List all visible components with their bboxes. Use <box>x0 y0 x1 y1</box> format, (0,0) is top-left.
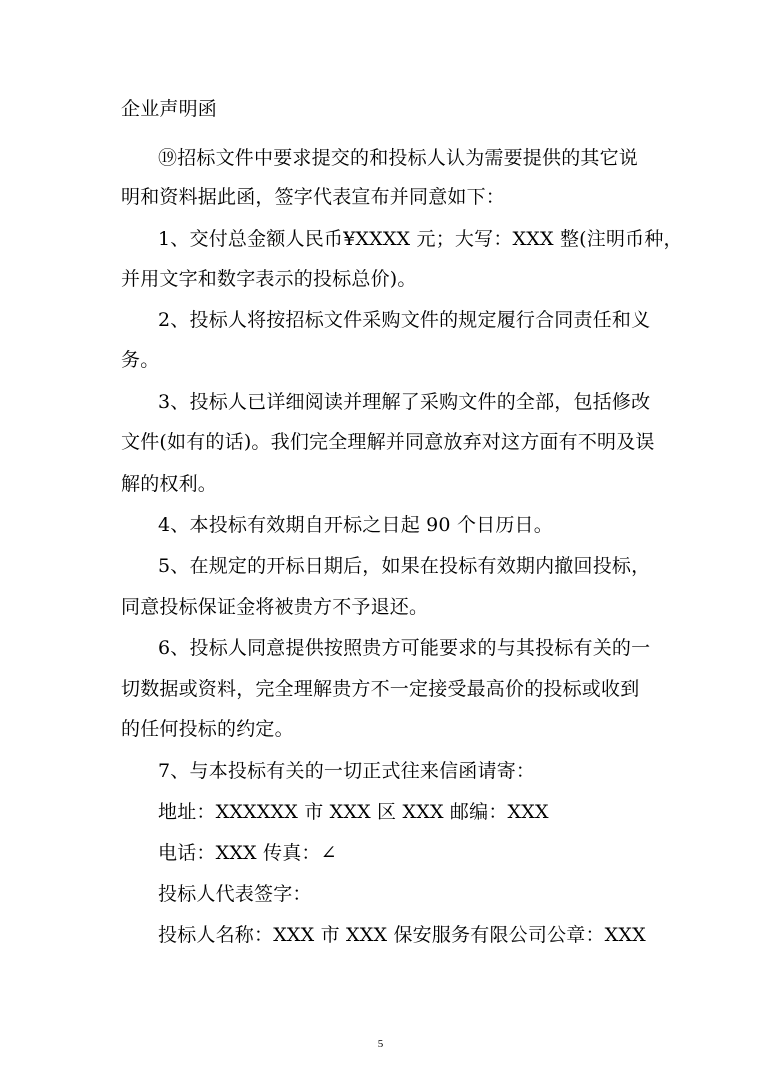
text-line: ⑲招标文件中要求提交的和投标人认为需要提供的其它说 <box>158 147 639 169</box>
text-line: 投标人代表签字： <box>158 883 312 905</box>
text-line: 5、在规定的开标日期后，如果在投标有效期内撤回投标， <box>158 555 651 577</box>
text-line: 投标人名称：XXX 市 XXX 保安服务有限公司公章：XXX <box>158 924 646 946</box>
text-line: 4、本投标有效期自开标之日起 90 个日历日。 <box>158 514 553 536</box>
text-line: 6、投标人同意提供按照贵方可能要求的与其投标有关的一 <box>158 637 651 659</box>
text-line: 2、投标人将按招标文件采购文件的规定履行合同责任和义 <box>158 309 651 331</box>
text-line: 文件(如有的话)。我们完全理解并同意放弃对这方面有不明及误 <box>121 431 655 453</box>
text-line: 3、投标人已详细阅读并理解了采购文件的全部，包括修改 <box>158 391 651 413</box>
text-line: 同意投标保证金将被贵方不予退还。 <box>121 596 429 618</box>
text-line: 解的权利。 <box>121 473 218 495</box>
text-line: 7、与本投标有关的一切正式往来信函请寄： <box>158 760 536 782</box>
text-line: 切数据或资料，完全理解贵方不一定接受最高价的投标或收到 <box>121 678 640 700</box>
text-line: 电话：XXX 传真：∠ <box>158 842 337 864</box>
text-line: 的任何投标的约定。 <box>121 718 294 740</box>
text-line: 并用文字和数字表示的投标总价)。 <box>121 268 417 290</box>
page-number: 5 <box>377 1038 384 1050</box>
text-line: 务。 <box>121 349 160 371</box>
text-line: 1、交付总金额人民币¥XXXX 元；大写：XXX 整(注明币种， <box>158 228 683 250</box>
document-heading: 企业声明函 <box>121 98 218 120</box>
text-line: 地址：XXXXXX 市 XXX 区 XXX 邮编：XXX <box>158 801 549 823</box>
text-line: 明和资料据此函，签字代表宣布并同意如下： <box>121 186 506 208</box>
